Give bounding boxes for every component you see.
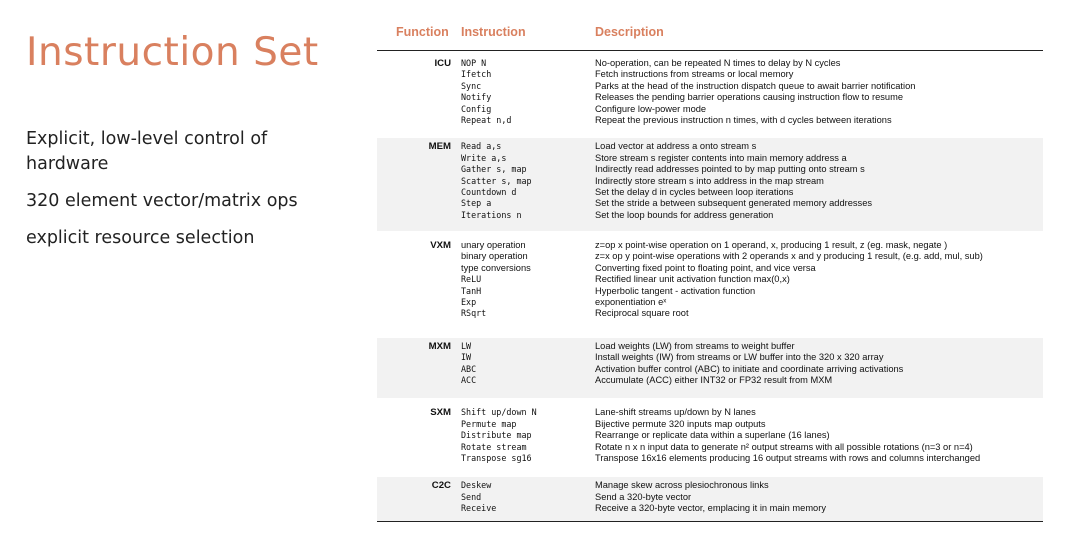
instruction-cell: IW <box>461 352 472 363</box>
description-cell: Rearrange or replicate data within a superlane (16 lanes) <box>595 430 830 441</box>
description-cell: Converting fixed point to floating point, and vice versa <box>595 262 816 273</box>
function-name: ICU <box>434 58 451 69</box>
instruction-table <box>377 22 1043 522</box>
bullet-item: explicit resource selection <box>26 228 255 248</box>
table-row <box>377 375 1043 386</box>
description-cell: Hyperbolic tangent - activation function <box>595 285 756 296</box>
function-group-mem <box>377 138 1043 231</box>
page-title: Instruction Set <box>26 30 319 75</box>
table-row <box>377 407 1043 418</box>
function-group-mxm <box>377 338 1043 399</box>
table-row <box>377 297 1043 308</box>
table-row <box>377 430 1043 441</box>
instruction-cell: LW <box>461 340 472 351</box>
header-function: Function <box>396 25 449 39</box>
table-header <box>377 22 1043 51</box>
function-name: C2C <box>431 480 451 492</box>
instruction-cell: ReLU <box>461 274 482 285</box>
description-cell: z=op x point-wise operation on 1 operand, x, producing 1 result, z (eg. mask, negate ) <box>595 240 948 251</box>
table-row <box>377 240 1043 251</box>
table-row <box>377 210 1043 221</box>
instruction-cell: Gather s, map <box>461 164 527 175</box>
table-row <box>377 198 1043 209</box>
description-cell: Reciprocal square root <box>595 308 689 319</box>
description-cell: Indirectly store stream s into address in the map stream <box>595 175 824 186</box>
function-group-icu <box>377 55 1043 132</box>
instruction-cell: RSqrt <box>461 308 487 319</box>
bullet-item: 320 element vector/matrix ops <box>26 191 298 211</box>
table-row <box>377 81 1043 92</box>
table-row <box>377 453 1043 464</box>
description-cell: Rectified linear unit activation function max(0,x) <box>595 274 790 285</box>
table-row <box>377 92 1043 103</box>
description-cell: Configure low-power mode <box>595 103 707 114</box>
instruction-cell: Scatter s, map <box>461 175 532 186</box>
header-description: Description <box>595 25 664 39</box>
table-row <box>377 492 1043 503</box>
instruction-cell: Permute map <box>461 418 517 429</box>
description-cell: Bijective permute 320 inputs map outputs <box>595 418 766 429</box>
description-cell: Set the stride a between subsequent generated memory addresses <box>595 198 873 209</box>
function-name: MXM <box>428 340 451 352</box>
table-row <box>377 352 1043 363</box>
function-name: VXM <box>430 240 451 252</box>
instruction-cell: Step a <box>461 198 492 209</box>
description-cell: Send a 320-byte vector <box>595 491 692 502</box>
description-cell: Store stream s register contents into main memory address a <box>595 152 847 163</box>
instruction-cell: binary operation <box>461 251 528 262</box>
function-group-c2c <box>377 477 1043 520</box>
instruction-cell: Distribute map <box>461 430 532 441</box>
instruction-cell: unary operation <box>461 240 526 251</box>
instruction-cell: Shift up/down N <box>461 407 537 418</box>
table-row <box>377 141 1043 152</box>
instruction-cell: Notify <box>461 92 492 103</box>
table-row <box>377 286 1043 297</box>
table-row <box>377 115 1043 126</box>
table-row <box>377 58 1043 69</box>
description-cell: exponentiation eˣ <box>595 297 667 308</box>
function-name: SXM <box>430 407 451 419</box>
table-row <box>377 187 1043 198</box>
instruction-cell: ABC <box>461 363 477 374</box>
description-cell: Load vector at address a onto stream s <box>595 141 757 152</box>
instruction-cell: Write a,s <box>461 152 507 163</box>
table-row <box>377 308 1043 319</box>
description-cell: Transpose 16x16 elements producing 16 output streams with rows and columns interchanged <box>595 452 981 463</box>
instruction-cell: Iterations n <box>461 209 522 220</box>
table-row <box>377 503 1043 514</box>
description-cell: Fetch instructions from streams or local memory <box>595 69 794 80</box>
description-cell: Manage skew across plesiochronous links <box>595 480 769 491</box>
description-cell: Rotate n x n input data to generate n² output streams with all possible rotations (n=3 or n=4) <box>595 441 973 452</box>
function-group-vxm <box>377 237 1043 332</box>
header-instruction: Instruction <box>461 25 526 39</box>
instruction-cell: Repeat n,d <box>461 114 512 125</box>
description-cell: Parks at the head of the instruction dispatch queue to await barrier notification <box>595 80 916 91</box>
description-cell: Indirectly read addresses pointed to by map putting onto stream s <box>595 164 865 175</box>
description-cell: No-operation, can be repeated N times to delay by N cycles <box>595 58 841 68</box>
description-cell: Releases the pending barrier operations causing instruction flow to resume <box>595 92 904 103</box>
instruction-cell: Deskew <box>461 480 492 491</box>
table-row <box>377 480 1043 491</box>
table-row <box>377 274 1043 285</box>
description-cell: Repeat the previous instruction n times, with d cycles between iterations <box>595 114 892 125</box>
instruction-cell: TanH <box>461 285 482 296</box>
description-cell: Activation buffer control (ABC) to initiate and coordinate arriving activations <box>595 363 904 374</box>
table-row <box>377 164 1043 175</box>
instruction-cell: NOP N <box>461 58 487 68</box>
description-cell: Lane-shift streams up/down by N lanes <box>595 407 756 418</box>
description-cell: Accumulate (ACC) either INT32 or FP32 result from MXM <box>595 374 833 385</box>
instruction-cell: Config <box>461 103 492 114</box>
description-cell: Install weights (IW) from streams or LW buffer into the 320 x 320 array <box>595 352 884 363</box>
table-body <box>377 55 1043 521</box>
table-row <box>377 153 1043 164</box>
instruction-cell: Countdown d <box>461 186 517 197</box>
instruction-cell: type conversions <box>461 262 531 273</box>
table-row <box>377 341 1043 352</box>
instruction-cell: Transpose sg16 <box>461 452 532 463</box>
instruction-cell: Ifetch <box>461 69 492 80</box>
instruction-cell: Read a,s <box>461 141 502 152</box>
table-row <box>377 442 1043 453</box>
table-row <box>377 176 1043 187</box>
instruction-cell: Sync <box>461 80 482 91</box>
description-cell: Set the loop bounds for address generation <box>595 209 774 220</box>
table-row <box>377 263 1043 274</box>
instruction-cell: Exp <box>461 297 477 308</box>
function-name: MEM <box>428 141 451 153</box>
description-cell: Set the delay d in cycles between loop iterations <box>595 186 794 197</box>
description-cell: Receive a 320-byte vector, emplacing it in main memory <box>595 503 826 514</box>
bullet-item: Explicit, low-level control of hardware <box>26 129 268 174</box>
instruction-cell: ACC <box>461 374 477 385</box>
table-row <box>377 364 1043 375</box>
instruction-cell: Send <box>461 491 482 502</box>
function-group-sxm <box>377 404 1043 471</box>
table-row <box>377 104 1043 115</box>
instruction-cell: Rotate stream <box>461 441 527 452</box>
table-row <box>377 419 1043 430</box>
table-row <box>377 69 1043 80</box>
description-cell: z=x op y point-wise operations with 2 operands x and y producing 1 result, (e.g. add, mul, sub) <box>595 251 983 262</box>
table-bottom-rule <box>377 521 1043 522</box>
bullet-list <box>26 127 346 263</box>
description-cell: Load weights (LW) from streams to weight buffer <box>595 340 795 351</box>
table-row <box>377 251 1043 262</box>
instruction-cell: Receive <box>461 503 497 514</box>
